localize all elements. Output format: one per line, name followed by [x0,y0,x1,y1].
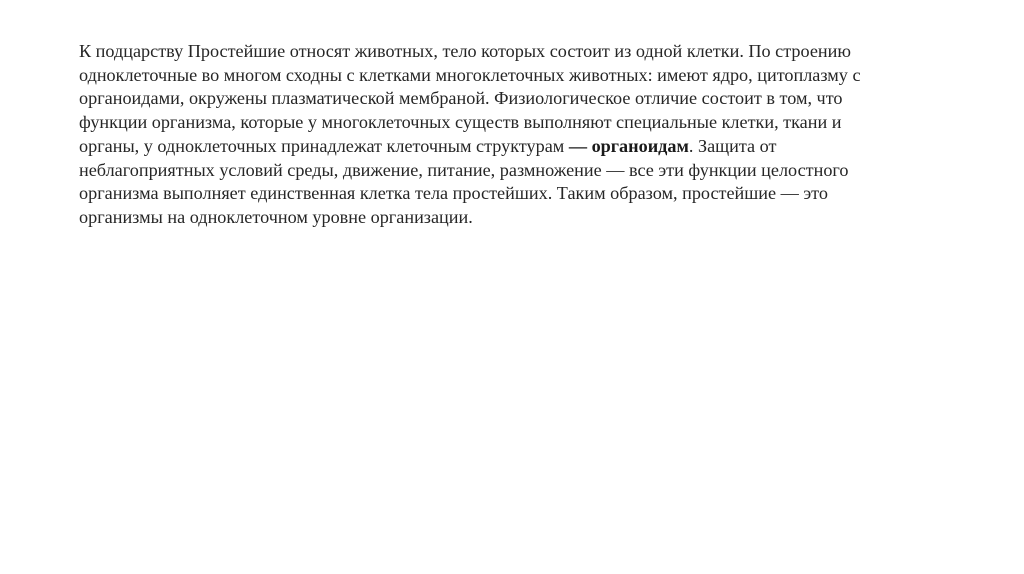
paragraph-line-1: К подцарству Простейшие относят животных, тело которых состоит из одной клетки. По строению [79,41,851,61]
paragraph-line-6: неблагоприятных условий среды, движение, питание, размножение — все эти функции целостного [79,159,849,180]
paragraph-line-8: организмы на одноклеточном уровне организации. [79,206,473,227]
paragraph-line-7: организма выполняет единственная клетка тела простейших. Таким образом, простейшие — это [79,183,828,204]
paragraph-line-3: органоидами, окружены плазматической мембраной. Физиологическое отличие состоит в том, что [79,88,843,109]
paragraph-line-2: одноклеточные во многом сходны с клетками многоклеточных животных: имеют ядро, цитоплазму с [79,64,861,85]
paragraph-line-4: функции организма, которые у многоклеточных существ выполняют специальные клетки, ткани и [79,112,842,133]
line-5-lead-text: органы, у одноклеточных принадлежат клеточным структурам [79,135,569,156]
paragraph-line-5 [79,135,929,159]
line-5-tail-text: . Защита от [688,135,777,156]
organoids-term-bold: — органоидам [568,135,689,156]
body-paragraph [79,40,929,230]
